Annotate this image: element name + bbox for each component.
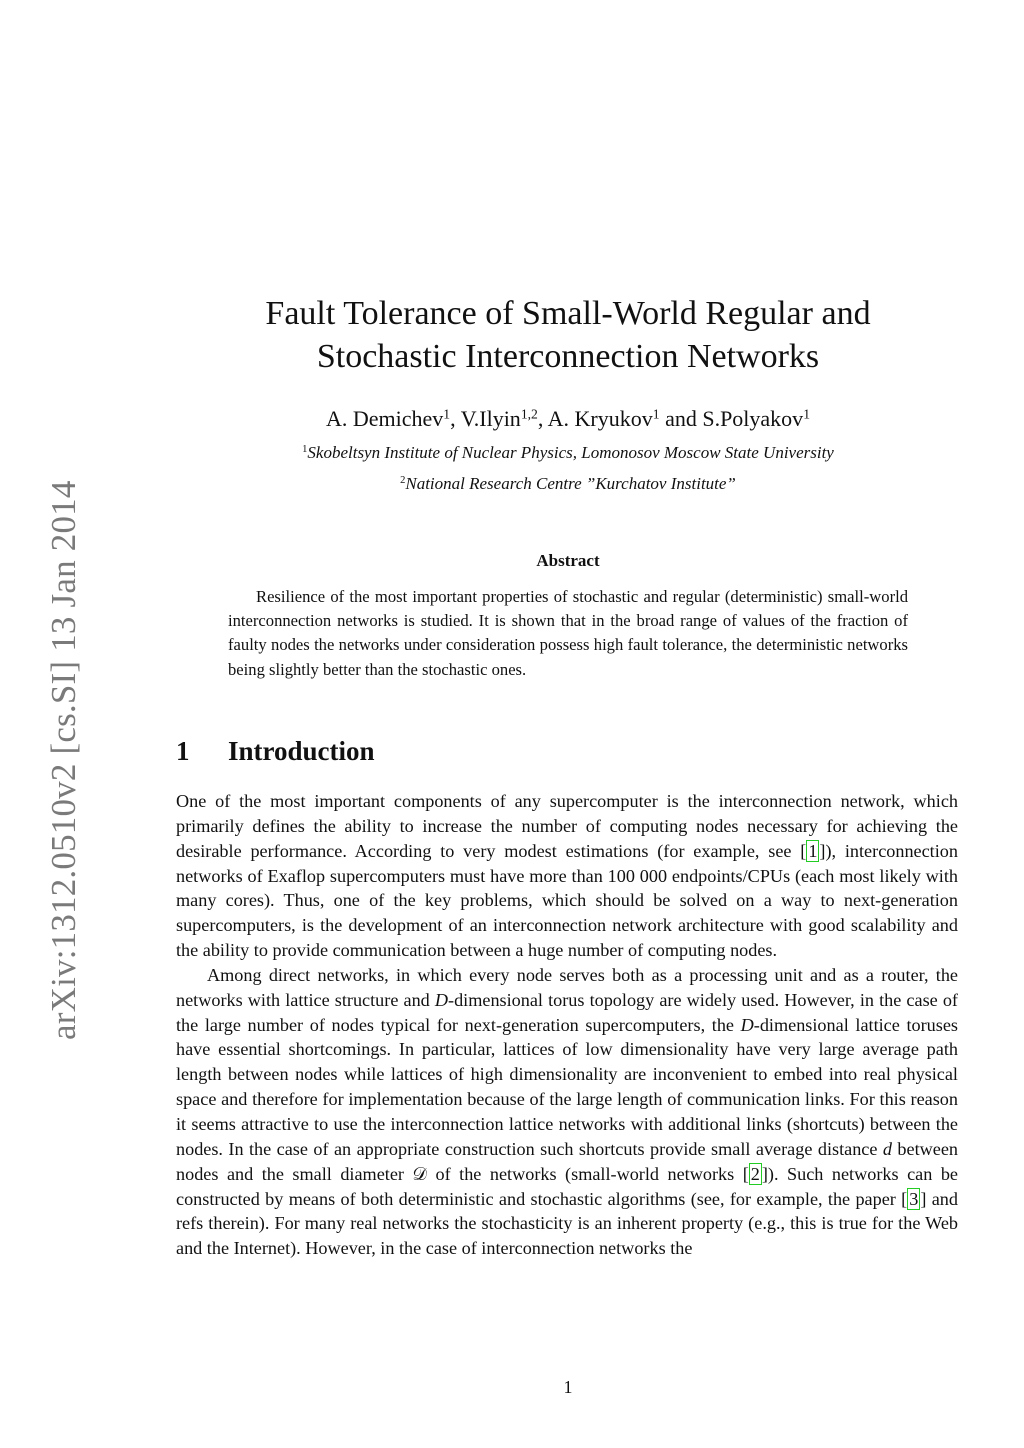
section-number: 1 [176, 736, 190, 766]
affiliation-mark: 2 [400, 475, 406, 487]
text-run: Among direct networks, in which every node serves both as a processing unit and as a router, the networks with lattice structure and [176, 964, 958, 1010]
text-run: between nodes and the small diameter [176, 1138, 958, 1184]
citation-link[interactable]: 2 [750, 1163, 760, 1184]
math-symbol: D [740, 1014, 754, 1035]
author-name: V.Ilyin [460, 406, 521, 431]
author-separator: , [450, 406, 461, 431]
citation-link[interactable]: 3 [909, 1188, 919, 1209]
title-line-2: Stochastic Interconnection Networks [316, 338, 820, 375]
section-title: Introduction [228, 736, 375, 766]
text-run: One of the most important components of any supercomputer is the interconnection network, which primarily defines the ability to increase the number of computing nodes necessary for achieving the desirable performance. According to very modest estimations (for example, see [ [176, 791, 958, 861]
affiliation-mark: 1 [302, 444, 308, 456]
author-affiliation-mark: 1 [443, 406, 451, 422]
abstract-text: Resilience of the most important properties of stochastic and regular (deterministic) small-world interconnection networks is studied. It is shown that in the broad range of values of the fraction of faulty nodes the networks under consideration possess high fault tolerance, the deterministic networks being slightly better than the stochastic ones. [228, 587, 908, 679]
math-symbol: d [882, 1138, 892, 1159]
text-run: -dimensional torus topology are widely used. However, in the case of the large number of nodes typical for next-generation supercomputers, the [176, 989, 958, 1035]
citation-link[interactable]: 1 [808, 840, 818, 861]
math-symbol: 𝒟 [412, 1163, 427, 1184]
section-heading [176, 736, 375, 767]
text-run: -dimensional lattice toruses have essential shortcomings. In particular, lattices of low dimensionality have very large average path length between nodes while lattices of high dimensionality are inconvenient to embed into real physical space and therefore for implementation because of the large length of communication links. For this reason it seems attractive to use the interconnection lattice networks with additional links (shortcuts) between the nodes. In the case of an appropriate construction such shortcuts provide small average distance [176, 1014, 958, 1159]
text-run: ] and refs therein). For many real networks the stochasticity is an inherent property (e.g., this is true for the Web and the Internet). However, in the case of interconnection networks the [176, 1188, 958, 1259]
author-separator: and [659, 406, 703, 431]
text-run: ]). Such networks can be constructed by means of both deterministic and stochastic algorithms (see, for example, the paper [ [176, 1163, 958, 1209]
author-affiliation-mark: 1 [803, 406, 810, 422]
introduction-body [176, 789, 958, 1261]
paper-title [176, 292, 960, 378]
title-line-1: Fault Tolerance of Small-World Regular and [265, 295, 871, 332]
paragraph [176, 789, 958, 963]
author-name: S.Polyakov [702, 406, 804, 431]
author-affiliation-mark: 1,2 [520, 406, 538, 422]
affiliation-text: National Research Centre ”Kurchatov Institute” [405, 474, 736, 493]
affiliation-2 [176, 473, 960, 495]
affiliation-text: Skobeltsyn Institute of Nuclear Physics, Lomonosov Moscow State University [307, 443, 834, 462]
arxiv-identifier: arXiv:1312.0510v2 [cs.SI] 13 Jan 2014 [44, 480, 83, 1040]
text-run: of the networks (small-world networks [ [426, 1163, 749, 1184]
author-affiliation-mark: 1 [652, 406, 660, 422]
abstract-heading: Abstract [536, 551, 600, 570]
text-run: ]), interconnection networks of Exaflop supercomputers must have more than 100 000 endpoints/CPUs (each most likely with many cores). Thus, one of the key problems, which should be solved on a way to next-generation supercomputers, is the development of an interconnection network architecture with good scalability and the ability to provide communication between a huge number of computing nodes. [176, 840, 958, 961]
affiliation-1 [176, 442, 960, 464]
author-name: A. Demichev [325, 406, 444, 431]
page-number: 1 [563, 1377, 573, 1397]
author-list [176, 405, 960, 433]
math-symbol: D [434, 989, 449, 1010]
author-separator: , [537, 406, 548, 431]
author-name: A. Kryukov [547, 406, 653, 431]
paragraph [176, 963, 958, 1261]
